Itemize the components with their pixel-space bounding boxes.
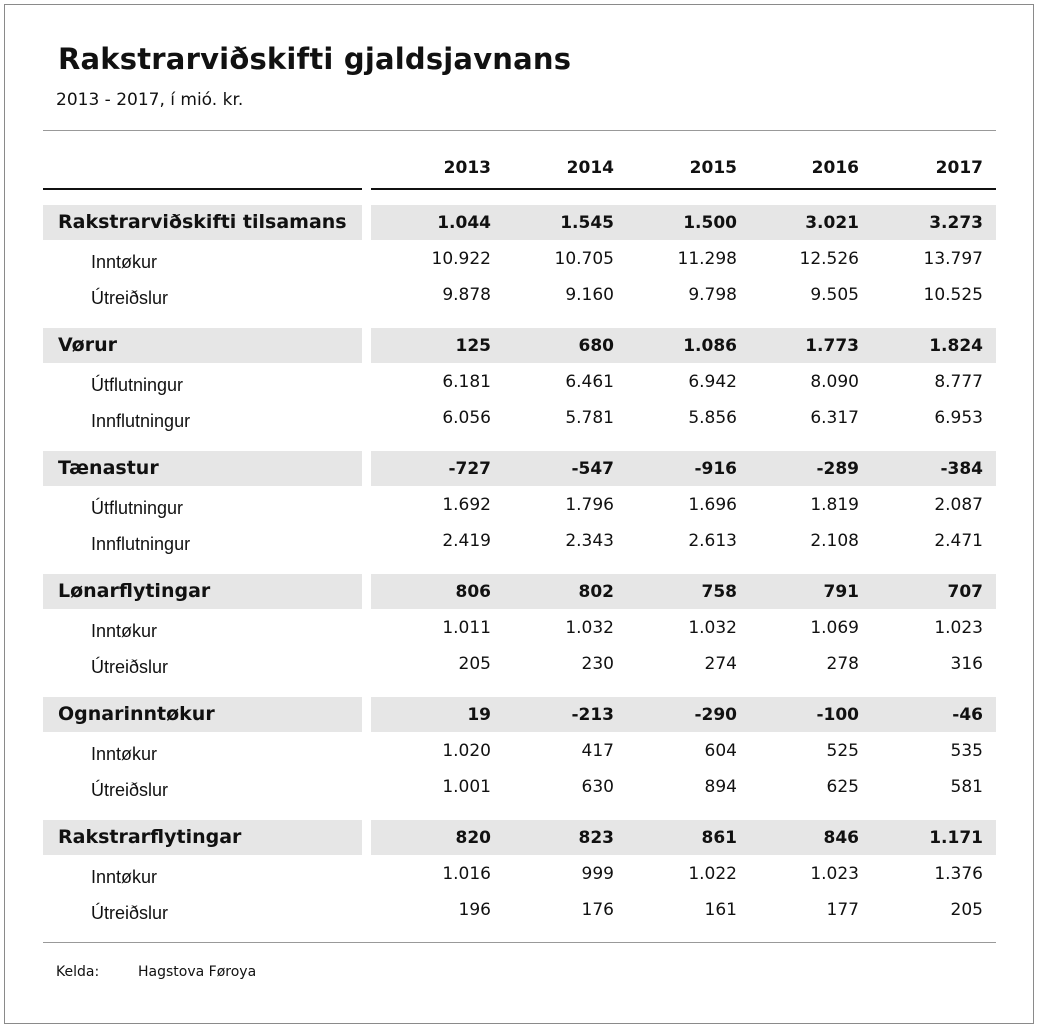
row-label: Innflutningur — [91, 411, 191, 431]
table-cell: 8.090 — [810, 372, 859, 392]
table-cell: 630 — [581, 777, 614, 797]
section-total-cell: -727 — [448, 459, 491, 479]
section-total-cell: -547 — [571, 459, 614, 479]
table-cell: 1.069 — [810, 618, 859, 638]
table-cell: 2.471 — [934, 531, 983, 551]
page-subtitle: 2013 - 2017, í mió. kr. — [56, 90, 244, 110]
table-cell: 9.505 — [810, 285, 859, 305]
section-total-cell: 1.773 — [805, 336, 859, 356]
table-cell: 177 — [826, 900, 859, 920]
table-cell: 1.016 — [442, 864, 491, 884]
table-cell: 10.525 — [923, 285, 983, 305]
table-cell: 205 — [950, 900, 983, 920]
header-underline-right — [371, 188, 996, 190]
table-cell: 999 — [581, 864, 614, 884]
section-total-cell: -46 — [952, 705, 983, 725]
row-label: Inntøkur — [91, 621, 158, 641]
row-label: Útreiðslur — [91, 657, 169, 677]
table-cell: 196 — [458, 900, 491, 920]
row-label: Útflutningur — [91, 375, 184, 395]
row-label: Inntøkur — [91, 744, 158, 764]
table-cell: 2.613 — [688, 531, 737, 551]
source-label: Kelda: — [56, 964, 100, 980]
section-total-cell: 707 — [947, 582, 983, 602]
table-cell: 2.419 — [442, 531, 491, 551]
table-cell: 10.922 — [431, 249, 491, 269]
section-total-cell: 823 — [578, 828, 614, 848]
section-label: Tænastur — [58, 457, 159, 479]
section-total-cell: 1.044 — [437, 213, 491, 233]
table-cell: 1.032 — [688, 618, 737, 638]
table-cell: 5.781 — [565, 408, 614, 428]
section-total-cell: -213 — [571, 705, 614, 725]
table-cell: 9.798 — [688, 285, 737, 305]
table-cell: 1.022 — [688, 864, 737, 884]
table-cell: 525 — [826, 741, 859, 761]
section-total-cell: 791 — [823, 582, 859, 602]
table-cell: 9.878 — [442, 285, 491, 305]
table-cell: 2.108 — [810, 531, 859, 551]
table-cell: 1.011 — [442, 618, 491, 638]
section-total-cell: -916 — [694, 459, 737, 479]
table-cell: 1.020 — [442, 741, 491, 761]
table-cell: 1.023 — [934, 618, 983, 638]
table-cell: 6.056 — [442, 408, 491, 428]
table-cell: 6.461 — [565, 372, 614, 392]
section-label: Rakstrarflytingar — [58, 826, 242, 848]
bottom-divider — [43, 942, 996, 943]
section-total-cell: 802 — [578, 582, 614, 602]
year-header: 2015 — [689, 158, 737, 178]
table-cell: 2.087 — [934, 495, 983, 515]
page-title: Rakstrarviðskifti gjaldsjavnans — [58, 42, 572, 76]
table-cell: 161 — [704, 900, 737, 920]
row-label: Innflutningur — [91, 534, 191, 554]
section-total-cell: 1.171 — [929, 828, 983, 848]
section-total-cell: 861 — [701, 828, 737, 848]
section-total-cell: 806 — [455, 582, 491, 602]
table-cell: 625 — [826, 777, 859, 797]
table-cell: 5.856 — [688, 408, 737, 428]
table-cell: 894 — [704, 777, 737, 797]
table-cell: 1.819 — [810, 495, 859, 515]
table-cell: 230 — [581, 654, 614, 674]
section-total-cell: -289 — [816, 459, 859, 479]
table-cell: 6.942 — [688, 372, 737, 392]
section-total-cell: -100 — [816, 705, 859, 725]
section-total-cell: 19 — [467, 705, 491, 725]
table-cell: 205 — [458, 654, 491, 674]
table-cell: 10.705 — [554, 249, 614, 269]
table-cell: 316 — [950, 654, 983, 674]
table-cell: 417 — [581, 741, 614, 761]
table-cell: 1.692 — [442, 495, 491, 515]
section-total-cell: 820 — [455, 828, 491, 848]
table-cell: 1.696 — [688, 495, 737, 515]
table-cell: 1.032 — [565, 618, 614, 638]
table-cell: 11.298 — [677, 249, 737, 269]
table-cell: 9.160 — [565, 285, 614, 305]
row-label: Útflutningur — [91, 498, 184, 518]
section-total-cell: 1.824 — [929, 336, 983, 356]
table-cell: 6.317 — [810, 408, 859, 428]
table-cell: 581 — [950, 777, 983, 797]
table-cell: 6.953 — [934, 408, 983, 428]
header-underline-left — [43, 188, 362, 190]
year-header: 2017 — [935, 158, 983, 178]
row-label: Inntøkur — [91, 867, 158, 887]
section-total-cell: 1.500 — [683, 213, 737, 233]
table-cell: 1.023 — [810, 864, 859, 884]
section-total-cell: 1.545 — [560, 213, 614, 233]
table-cell: 12.526 — [799, 249, 859, 269]
row-label: Útreiðslur — [91, 288, 169, 308]
section-label: Vørur — [58, 334, 117, 356]
table-cell: 13.797 — [923, 249, 983, 269]
table-cell: 274 — [704, 654, 737, 674]
row-label: Inntøkur — [91, 252, 158, 272]
table-cell: 8.777 — [934, 372, 983, 392]
section-total-cell: -384 — [940, 459, 983, 479]
section-label: Lønarflytingar — [58, 580, 211, 602]
section-total-cell: 125 — [455, 336, 491, 356]
table-cell: 1.796 — [565, 495, 614, 515]
source-value: Hagstova Føroya — [138, 964, 257, 980]
table-cell: 1.001 — [442, 777, 491, 797]
section-total-cell: 3.273 — [929, 213, 983, 233]
year-header: 2013 — [443, 158, 491, 178]
section-label: Rakstrarviðskifti tilsamans — [58, 211, 347, 233]
table-cell: 278 — [826, 654, 859, 674]
year-header: 2016 — [811, 158, 859, 178]
table-cell: 176 — [581, 900, 614, 920]
section-total-cell: 846 — [823, 828, 859, 848]
table-cell: 2.343 — [565, 531, 614, 551]
table-cell: 535 — [950, 741, 983, 761]
section-total-cell: -290 — [694, 705, 737, 725]
top-divider — [43, 130, 996, 131]
section-label: Ognarinntøkur — [58, 703, 215, 725]
row-label: Útreiðslur — [91, 780, 169, 800]
table-cell: 1.376 — [934, 864, 983, 884]
section-total-cell: 1.086 — [683, 336, 737, 356]
row-label: Útreiðslur — [91, 903, 169, 923]
section-total-cell: 680 — [578, 336, 614, 356]
section-total-cell: 3.021 — [805, 213, 859, 233]
section-total-cell: 758 — [701, 582, 737, 602]
table-cell: 6.181 — [442, 372, 491, 392]
table-cell: 604 — [704, 741, 737, 761]
year-header: 2014 — [566, 158, 614, 178]
